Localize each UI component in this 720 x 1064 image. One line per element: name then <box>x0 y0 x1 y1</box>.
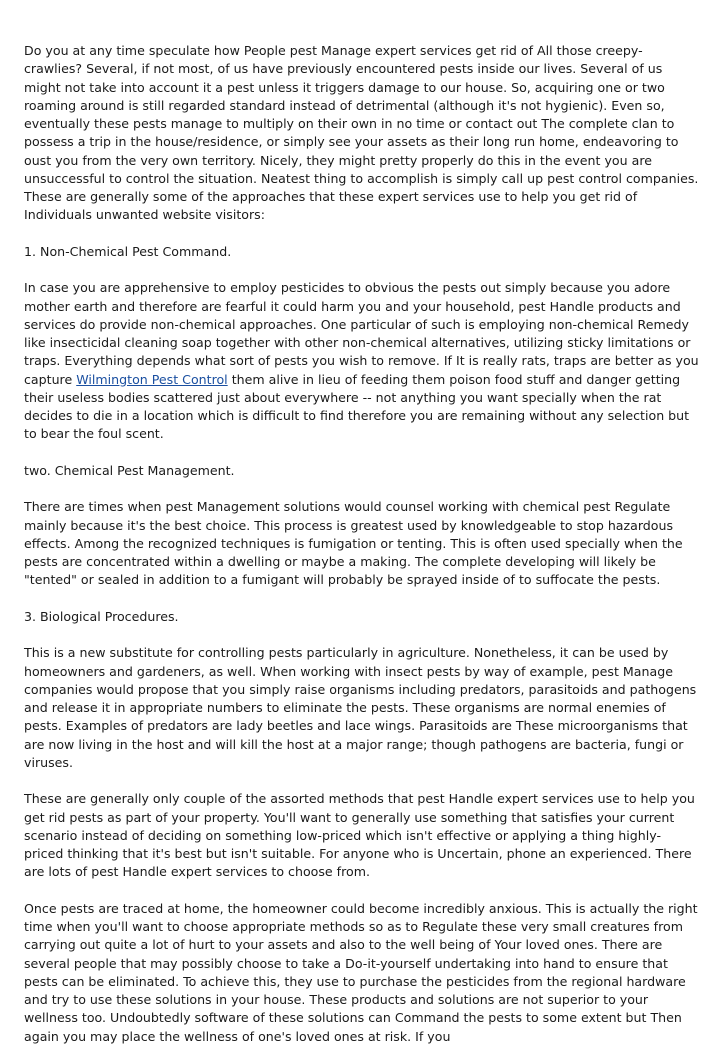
wilmington-pest-control-link[interactable]: Wilmington Pest Control <box>76 371 228 387</box>
biological-paragraph: This is a new substitute for controlling pests particularly in agriculture. Nonetheless, it can be used by homeowners and gardeners, as well. When working with insect pests by way of example, pest Manage companies would propose that you simply raise organisms including predators, parasitoids and pathogens and release it in appropriate numbers to eliminate the pests. These organisms are normal enemies of pests. Examples of predators are lady beetles and lace wings. Parasitoids are These microorganisms that are now living in the host and will kill the host at a major range; though pathogens are bacteria, fungi or viruses. <box>24 645 697 770</box>
article-body <box>24 42 700 1064</box>
chemical-paragraph: There are times when pest Management solutions would counsel working with chemical pest Regulate mainly because it's the best choice. This process is greatest used by knowledgeable to stop hazardous effects. Among the recognized techniques is fumigation or tenting. This is often used specially when the pests are concentrated within a dwelling or maybe a making. The complete developing will likely be "tented" or sealed in addition to a fumigant will probably be sprayed inside of to suffocate the pests. <box>24 499 683 588</box>
methods-summary-paragraph: These are generally only couple of the assorted methods that pest Handle expert services use to help you get rid pests as part of your property. You'll want to generally use something that satisfies your current scenario instead of deciding on something low-priced which isn't effective or applying a thing highly-priced thinking that it's best but isn't suitable. For anyone who is Uncertain, phone an experienced. There are lots of pest Handle expert services to choose from. <box>24 791 695 880</box>
non-chemical-text-after-link: them alive in lieu of feeding them poison food stuff and danger getting their useless bodies scattered just about everywhere -- not anything you want specially when the rat decides to die in a location which is difficult to find therefore you are remaining without any selection but to bear the foul scent. <box>24 371 690 442</box>
section-heading-biological: 3. Biological Procedures. <box>24 608 179 624</box>
section-heading-chemical: two. Chemical Pest Management. <box>24 462 235 478</box>
non-chemical-paragraph <box>24 279 700 443</box>
non-chemical-text-before-link: In case you are apprehensive to employ pesticides to obvious the pests out simply because you adore mother earth and therefore are fearful it could harm you and your household, pest Handle products and services do provide non-chemical approaches. One particular of such is employing non-chemical Remedy like insecticidal cleaning soap together with other non-chemical alternatives, utilizing sticky limitations or traps. Everything depends what sort of pests you wish to remove. If It is really rats, traps are better as you capture <box>24 280 699 387</box>
section-heading-non-chemical: 1. Non-Chemical Pest Command. <box>24 243 232 259</box>
intro-paragraph: Do you at any time speculate how People pest Manage expert services get rid of All those creepy-crawlies? Several, if not most, of us have previously encountered pests inside our lives. Several of us might not take into account it a pest unless it triggers damage to our house. So, acquiring one or two roaming around is still regarded standard instead of detrimental (although it's not hygienic). Even so, eventually these pests manage to multiply on their own in no time or contact out The complete clan to possess a trip in the house/residence, or simply see your assets as their long run home, endeavoring to oust you from the very own territory. Nicely, they might pretty properly do this in the event you are unsuccessful to control the situation. Neatest thing to accomplish is simply call up pest control companies. These are generally some of the approaches that these expert services use to help you get rid of Individuals unwanted website visitors: <box>24 43 699 223</box>
homeowner-paragraph: Once pests are traced at home, the homeowner could become incredibly anxious. This is actually the right time when you'll want to choose appropriate methods so as to Regulate these very small creatures from carrying out quite a lot of hurt to your assets and also to the well being of Your loved ones. There are several people that may possibly choose to take a Do-it-yourself undertaking into hand to ensure that pests can be eliminated. To achieve this, they use to purchase the pesticides from the regional hardware and try to use these solutions in your house. These products and solutions are not superior to your wellness too. Undoubtedly software of these solutions can Command the pests to some extent but Then again you may place the wellness of one's loved ones at risk. If you <box>24 900 698 1044</box>
